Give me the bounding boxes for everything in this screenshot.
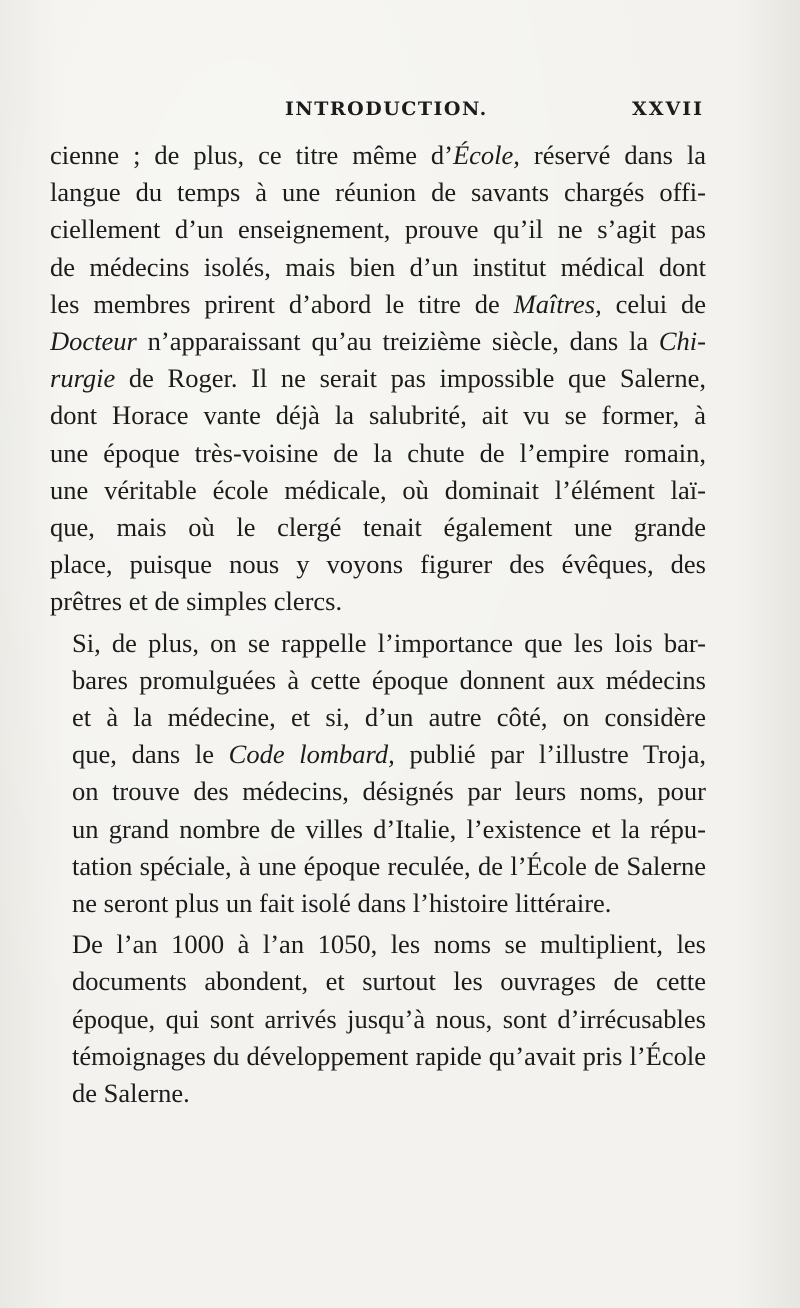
body-text [50, 137, 706, 1112]
text-line: époque, qui sont arrivés jusqu’à nous, sont d’irrécusables [72, 1003, 706, 1034]
text-line: que, dans le Code lombard, publié par l’illustre Troja, [72, 739, 706, 770]
italic-text: Code lombard, [228, 739, 395, 770]
paragraph [50, 926, 706, 1112]
page-header [0, 98, 800, 128]
text-line: de Salerne. [72, 1078, 190, 1109]
paragraph [50, 137, 706, 621]
italic-text: rurgie [50, 363, 116, 394]
text-line: dont Horace vante déjà la salubrité, ait vu se former, à [50, 400, 706, 431]
text-line: une époque très-voisine de la chute de l’empire romain, [50, 437, 706, 468]
italic-text: Chi- [658, 326, 706, 357]
text-line: documents abondent, et surtout les ouvrages de cette [72, 966, 706, 997]
text-line: témoignages du développement rapide qu’avait pris l’École [72, 1040, 706, 1071]
text-line: de médecins isolés, mais bien d’un institut médical dont [50, 251, 706, 282]
text-line: un grand nombre de villes d’Italie, l’existence et la répu- [72, 813, 706, 844]
running-title: INTRODUCTION. [285, 98, 488, 120]
text-line: ciellement d’un enseignement, prouve qu’il ne s’agit pas [50, 214, 706, 245]
text-line: rurgie de Roger. Il ne serait pas impossible que Salerne, [50, 363, 706, 394]
text-line: bares promulguées à cette époque donnent aux médecins [72, 664, 706, 695]
text-line: Docteur n’apparaissant qu’au treizième siècle, dans la Chi- [50, 326, 706, 357]
text-line: ne seront plus un fait isolé dans l’histoire littéraire. [72, 888, 612, 919]
paragraph [50, 625, 706, 923]
text-line: et à la médecine, et si, d’un autre côté, on considère [72, 702, 706, 733]
text-line: Si, de plus, on se rappelle l’importance que les lois bar- [72, 627, 706, 658]
text-line: que, mais où le clergé tenait également une grande [50, 512, 706, 543]
italic-text: École, [452, 140, 520, 170]
text-line: langue du temps à une réunion de savants chargés offi- [50, 177, 706, 208]
page-number: XXVII [632, 98, 705, 120]
text-line: on trouve des médecins, désignés par leurs noms, pour [72, 776, 706, 807]
text-line: une véritable école médicale, où dominait l’élément laï- [50, 474, 706, 505]
italic-text: Maîtres, [513, 288, 602, 319]
text-line: tation spéciale, à une époque reculée, de l’École de Salerne [72, 850, 706, 881]
italic-text: Docteur [50, 326, 137, 357]
text-line: De l’an 1000 à l’an 1050, les noms se multiplient, les [72, 929, 706, 960]
text-line: cienne ; de plus, ce titre même d’École, réservé dans la [50, 140, 706, 170]
text-line: les membres prirent d’abord le titre de Maîtres, celui de [50, 288, 706, 319]
text-line: prêtres et de simples clercs. [50, 586, 343, 617]
text-line: place, puisque nous y voyons figurer des évêques, des [50, 549, 706, 580]
